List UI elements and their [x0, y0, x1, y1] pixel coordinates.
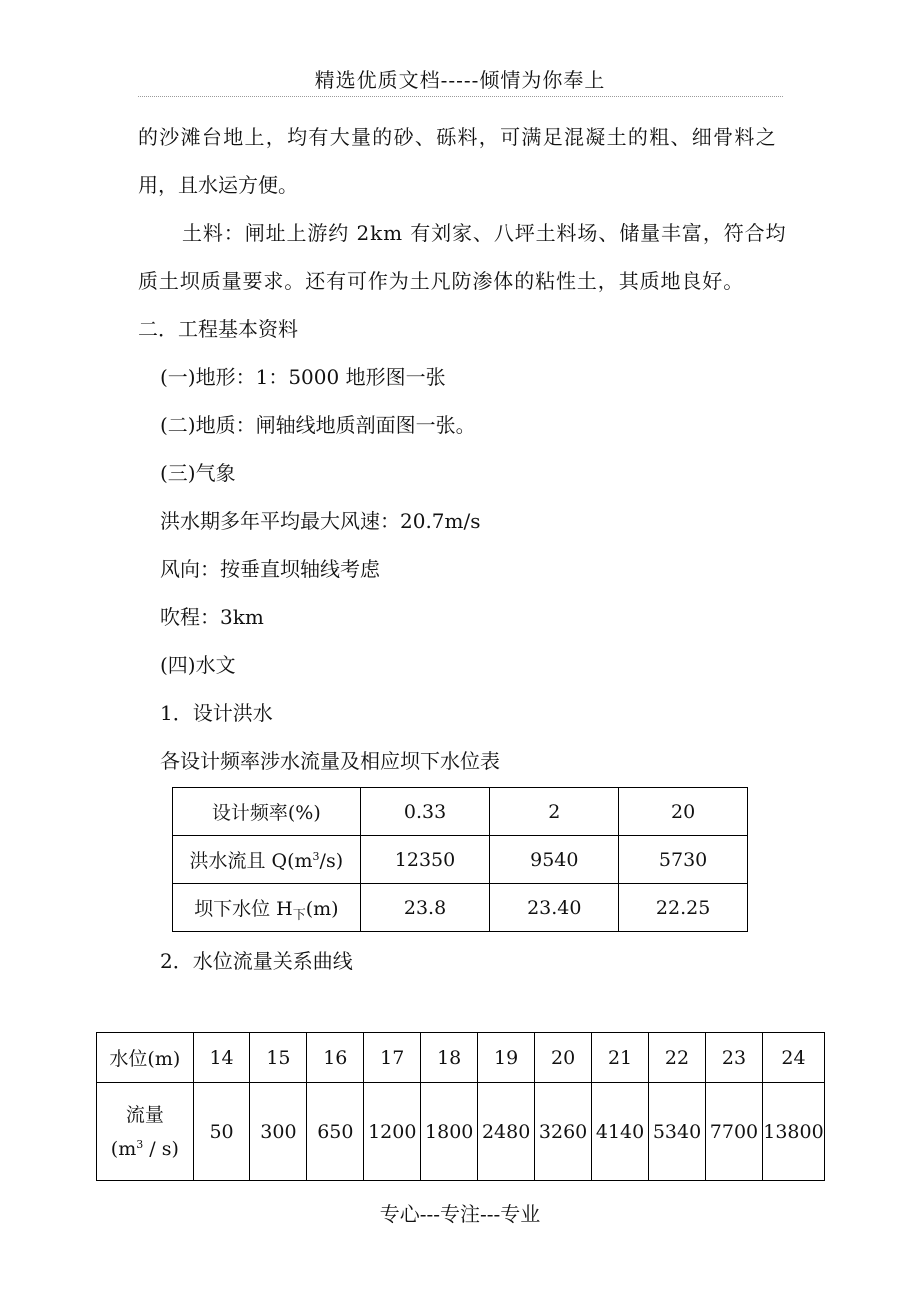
section-heading: 二．工程基本资料 — [138, 317, 298, 341]
table-row — [173, 836, 748, 884]
design-flood-table — [172, 787, 748, 932]
row-label: 设计频率(%) — [173, 788, 361, 836]
table-cell: 20 — [535, 1033, 592, 1083]
table-cell: 2480 — [478, 1083, 535, 1181]
row-label: 坝下水位 $H_下(m)$ — [173, 884, 361, 932]
table-row — [173, 884, 748, 932]
table-cell: 22.25 — [619, 884, 748, 932]
table-cell: 0.33 — [360, 788, 490, 836]
body-line: (一)地形：1：5000 地形图一张 — [160, 365, 446, 389]
table-cell: 21 — [592, 1033, 649, 1083]
table-cell: 4140 — [592, 1083, 649, 1181]
subsection-heading: (四)水文 — [160, 653, 236, 677]
body-paragraph: 质土坝质量要求。还有可作为土凡防渗体的粘性土，其质地良好。 — [138, 269, 745, 293]
body-line: 洪水期多年平均最大风速：20.7m/s — [160, 509, 481, 533]
body-line: (二)地质：闸轴线地质剖面图一张。 — [160, 413, 476, 437]
table-cell: 1200 — [364, 1083, 421, 1181]
table-cell: 9540 — [490, 836, 619, 884]
table-cell: 19 — [478, 1033, 535, 1083]
table-cell: 3260 — [535, 1083, 592, 1181]
table-row — [97, 1033, 825, 1083]
subsection-heading: (三)气象 — [160, 461, 236, 485]
stage-discharge-table — [96, 1032, 825, 1181]
item-heading: 1．设计洪水 — [160, 701, 273, 725]
table-cell: 5730 — [619, 836, 748, 884]
table-cell: 7700 — [705, 1083, 762, 1181]
table-cell: 14 — [193, 1033, 250, 1083]
item-heading: 2．水位流量关系曲线 — [160, 949, 353, 973]
table-row — [173, 788, 748, 836]
table-cell: 16 — [307, 1033, 364, 1083]
row-label: 水位(m) — [97, 1033, 194, 1083]
table-cell: 17 — [364, 1033, 421, 1083]
table-cell: 12350 — [360, 836, 490, 884]
table-cell: 23.8 — [360, 884, 490, 932]
table-cell: 5340 — [649, 1083, 706, 1181]
table-cell: 2 — [490, 788, 619, 836]
table-cell: 650 — [307, 1083, 364, 1181]
table-cell: 20 — [619, 788, 748, 836]
table-cell: 24 — [762, 1033, 824, 1083]
table-cell: 23 — [705, 1033, 762, 1083]
page-header: 精选优质文档-----倾情为你奉上 — [314, 68, 606, 92]
table-cell: 1800 — [421, 1083, 478, 1181]
table-cell: 13800 — [762, 1083, 824, 1181]
table-cell: 50 — [193, 1083, 250, 1181]
table-cell: 300 — [250, 1083, 307, 1181]
body-line: 吹程：3km — [160, 605, 264, 629]
body-paragraph: 的沙滩台地上，均有大量的砂、砾料，可满足混凝土的粗、细骨料之 — [138, 125, 777, 149]
table-row — [97, 1083, 825, 1181]
page-footer: 专心---专注---专业 — [379, 1202, 541, 1226]
body-line: 风向：按垂直坝轴线考虑 — [160, 557, 380, 581]
table-cell: 15 — [250, 1033, 307, 1083]
table-cell: 23.40 — [490, 884, 619, 932]
body-paragraph: 用，且水运方便。 — [138, 173, 298, 197]
table-caption: 各设计频率涉水流量及相应坝下水位表 — [160, 749, 500, 773]
table-cell: 22 — [649, 1033, 706, 1083]
row-label: 洪水流且 $Q(m^3/s)$ — [173, 836, 361, 884]
row-label: 流量 $(m^3 / s)$ — [97, 1083, 194, 1181]
header-divider — [138, 96, 783, 97]
table-cell: 18 — [421, 1033, 478, 1083]
body-paragraph: 土料：闸址上游约 2km 有刘家、八坪土料场、储量丰富，符合均 — [182, 221, 787, 245]
